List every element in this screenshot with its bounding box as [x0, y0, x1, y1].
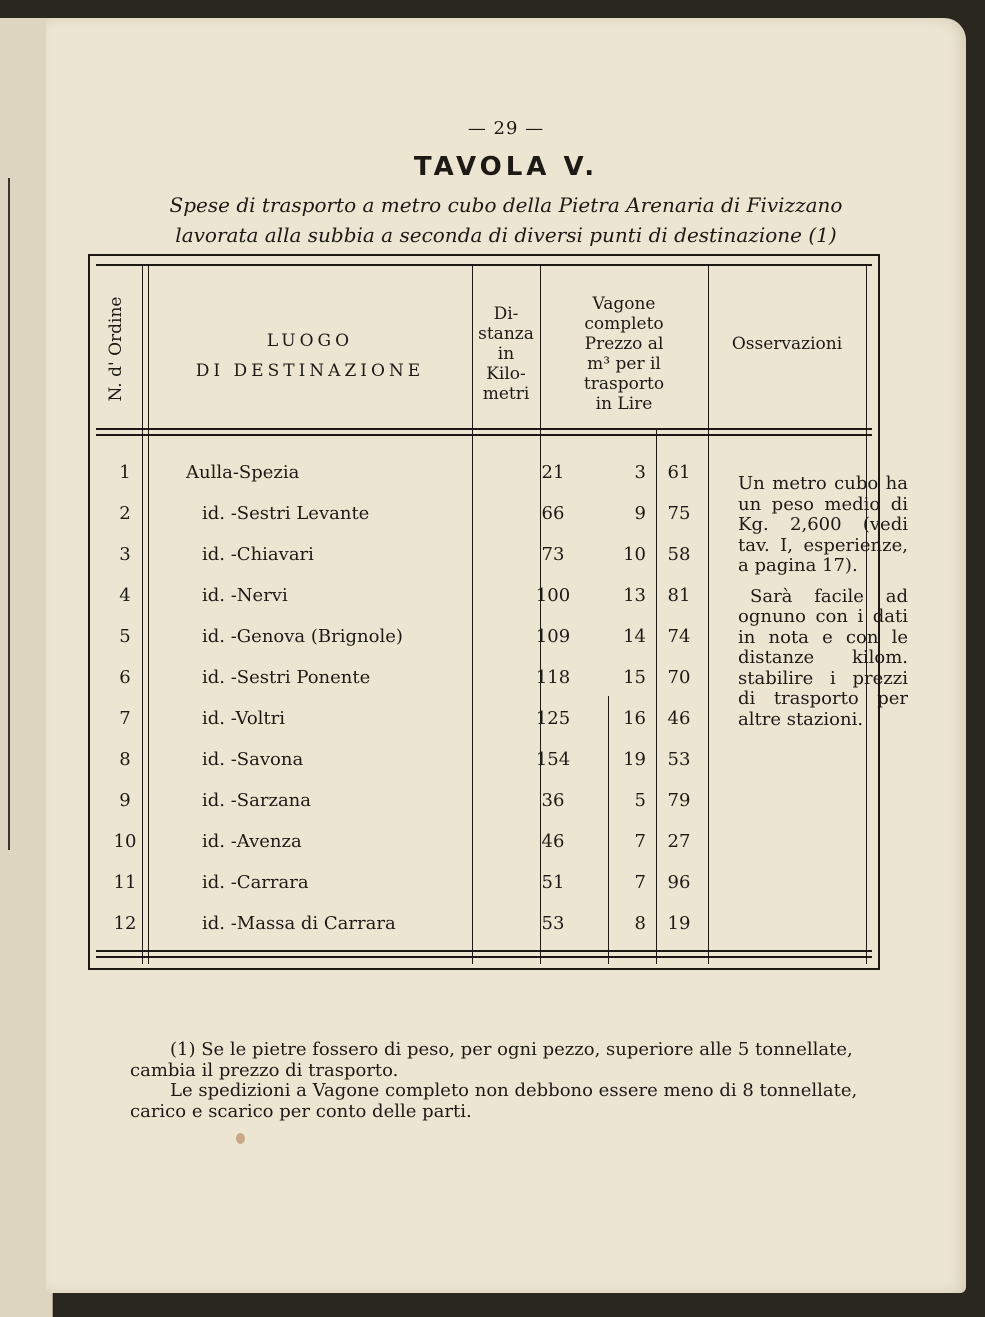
- table-row: 12 id. -Massa di Carrara 53 8 19: [113, 913, 691, 934]
- freight-table: [88, 254, 908, 970]
- book-page: [46, 18, 966, 1293]
- header-prezzo: Vagone completo Prezzo al m³ per il trasporto in Lire: [583, 294, 665, 414]
- table-bottom-rule: [96, 956, 872, 958]
- table-row: 8 id. -Savona 154 19 53: [119, 749, 691, 770]
- table-row: 7 id. -Voltri 125 16 46: [119, 708, 691, 729]
- table-row: 3 id. -Chiavari 73 10 58: [119, 544, 691, 565]
- header-top-rule: [96, 264, 872, 266]
- observations-text: Un metro cubo ha un peso medio di Kg. 2,600 (vedi tav. I, esperienze, a pagina 17). Sarà facile ad ognuno con i dati in nota e con le distanze kilom. stabilire i prezzi di trasporto per altre stazioni.: [738, 473, 908, 730]
- table-bottom-rule: [96, 950, 872, 952]
- left-page-rule: [0, 178, 10, 850]
- table-row: 9 id. -Sarzana 36 5 79: [119, 790, 691, 811]
- footnote: (1) Se le pietre fossero di peso, per ogni pezzo, superiore alle 5 tonnellate, cambia il prezzo di trasporto. Le spedizioni a Vagone completo non debbono essere meno di 8 tonnellate, carico e scarico per conto delle parti.: [130, 1039, 858, 1122]
- header-luogo: LUOGO DI DESTINAZIONE: [195, 331, 425, 381]
- header-bottom-rule: [96, 434, 872, 436]
- table-row: 6 id. -Sestri Ponente 118 15 70: [119, 667, 691, 688]
- table-row: 10 id. -Avenza 46 7 27: [113, 831, 691, 852]
- header-ordine: N. d' Ordine: [106, 296, 126, 402]
- table-row: 11 id. -Carrara 51 7 96: [113, 872, 691, 893]
- paper-stain: [236, 1133, 245, 1144]
- table-row: 2 id. -Sestri Levante 66 9 75: [119, 503, 691, 524]
- header-distanza: Di- stanza in Kilo- metri: [478, 304, 534, 404]
- header-osservazioni: Osservazioni: [731, 334, 843, 354]
- table-row: 5 id. -Genova (Brignole) 109 14 74: [119, 626, 691, 647]
- table-row: 1 Aulla-Spezia 21 3 61: [119, 462, 691, 483]
- page-subtitle: Spese di trasporto a metro cubo della Pietra Arenaria di Fivizzano lavorata alla subbia a seconda di diversi punti di destinazione (1): [169, 193, 843, 247]
- page-number: — 29 —: [467, 118, 545, 139]
- page-title: TAVOLA V.: [413, 152, 599, 182]
- header-bottom-rule: [96, 428, 872, 430]
- table-row: 4 id. -Nervi 100 13 81: [119, 585, 691, 606]
